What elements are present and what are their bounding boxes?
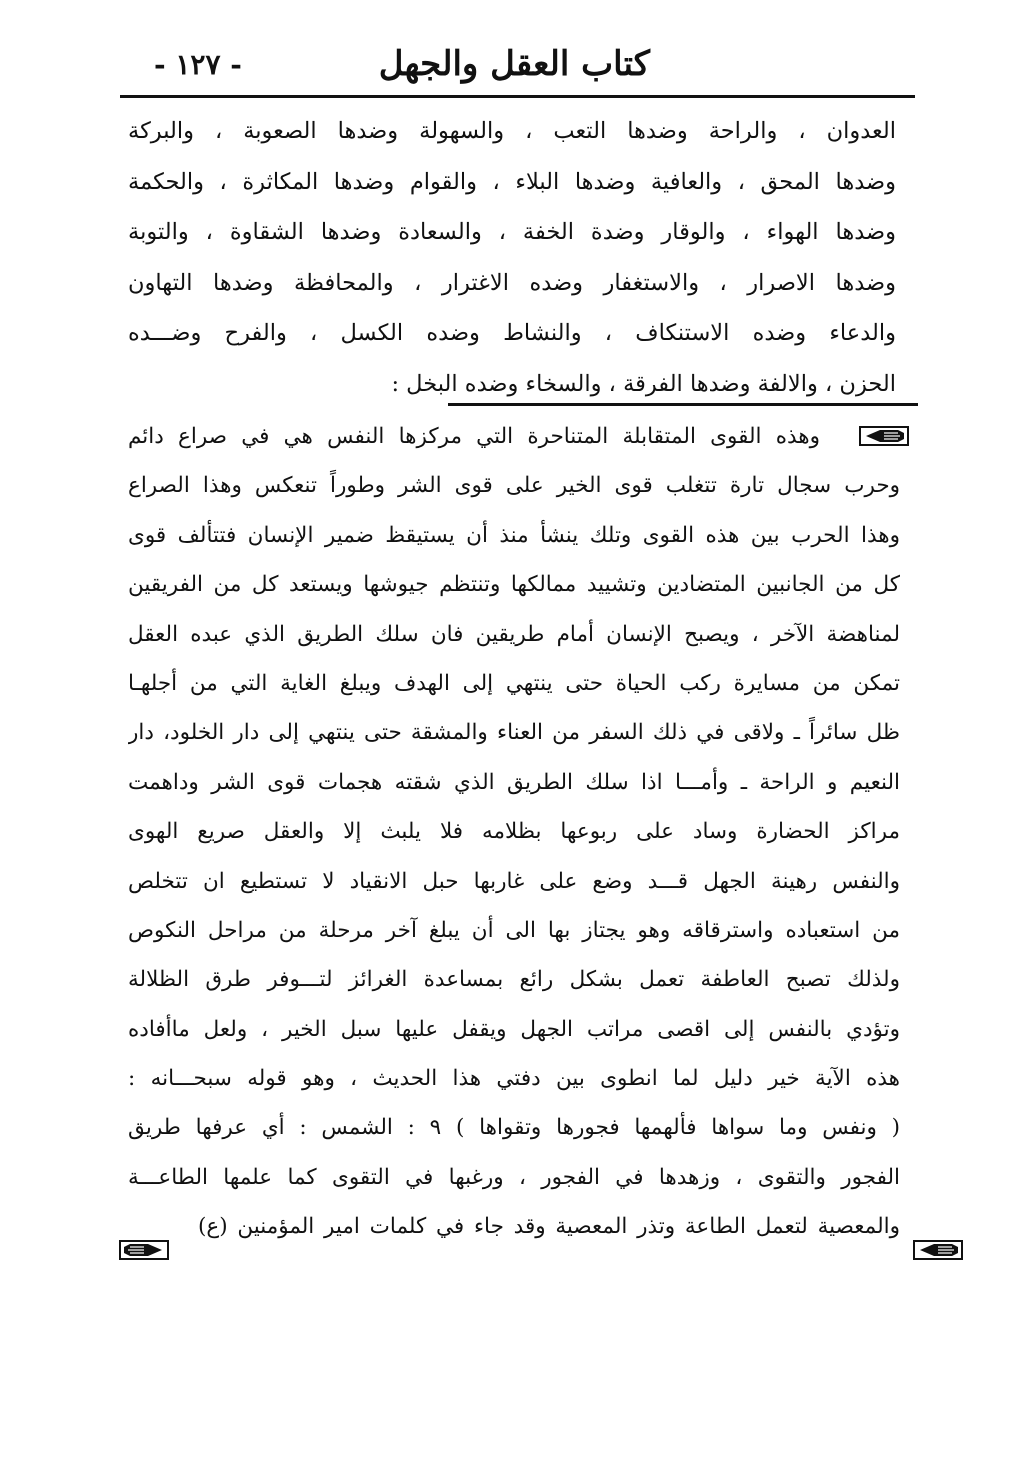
header-rule: [120, 95, 915, 98]
pointing-hand-icon: [118, 1238, 170, 1262]
opposites-text-line: والدعاء وضده الاستنكاف ، والنشاط وضده الكسل ، والفرح وضـــده: [128, 320, 896, 346]
opposites-text-line: الحزن ، والالفة وضدها الفرقة ، والسخاء وضده البخل :: [391, 370, 896, 397]
opposites-text-line: وضدها الاصرار ، والاستغفار وضده الاغترار ، والمحافظة وضدها التهاون: [128, 269, 896, 296]
commentary-text-line: وهذا الحرب بين هذه القوى وتلك ينشأ منذ أن يستيقظ ضمير الإنسان فتتألف قوى: [128, 522, 900, 548]
commentary-text-line: ( ونفس وما سواها فألهمها فجورها وتقواها ) ٩ : الشمس : أي عرفها طريق: [128, 1115, 900, 1141]
commentary-text-line: وهذه القوى المتقابلة المتناحرة التي مركزها النفس هي في صراع دائم: [128, 424, 820, 449]
commentary-text-line: النعيم و الراحة ـ وأمـــا اذا سلك الطريق الذي شقته هجمات قوى الشر وداهمت: [128, 769, 900, 795]
commentary-text-line: ولذلك تصبح العاطفة تعمل بشكل رائع بمساعدة الغرائز لتـــوفر طرق الظلالة: [128, 967, 900, 993]
commentary-text-line: والمعصية لتعمل الطاعة وتذر المعصية وقد جاء في كلمات امير المؤمنين (ع): [198, 1214, 900, 1240]
commentary-text-line: وتؤدي بالنفس إلى اقصى مراتب الجهل ويقفل عليها سبل الخير ، ولعل ماأفاده: [128, 1016, 900, 1042]
section-divider: [448, 403, 918, 406]
opposites-list-paragraph: [128, 106, 896, 409]
book-title: كتاب العقل والجهل: [378, 44, 650, 84]
opposites-text-line: وضدها المحق ، والعافية وضدها البلاء ، والقوام وضدها المكاثرة ، والحكمة: [128, 168, 896, 195]
commentary-text-line: وحرب سجال تارة تتغلب قوى الخير على قوى الشر وطوراً تنعكس وهذا الصراع: [128, 473, 900, 499]
commentary-text-line: والنفس رهينة الجهل قـــد وضع على غاربها حبل الانقياد لا تستطيع ان تتخلص: [128, 868, 900, 894]
opposites-text-line: العدوان ، والراحة وضدها التعب ، والسهولة وضدها الصعوبة ، والبركة: [128, 118, 896, 144]
commentary-text-line: تمكن من مسايرة ركب الحياة حتى ينتهي إلى الهدف ويبلغ الغاية التي من أجلهـا: [128, 670, 900, 696]
pointing-hand-icon: [912, 1238, 964, 1262]
commentary-text-line: من استعباده واسترقاقه وهو يجتاز بها الى أن يبلغ آخر مرحلة من مراحل النكوص: [128, 917, 900, 943]
commentary-text-line: لمناهضة الآخر ، ويصبح الإنسان أمام طريقين فان سلك الطريق الذي عبده العقل: [128, 621, 900, 647]
commentary-text-line: الفجور والتقوى ، وزهدها في الفجور ، ورغبها في التقوى كما علمها الطاعـــة: [128, 1164, 900, 1190]
opposites-text-line: وضدها الهواء ، والوقار وضدة الخفة ، والسعادة وضدها الشقاوة ، والتوبة: [128, 219, 896, 245]
commentary-text-line: مراكز الحضارة وساد على ربوعها بظلامه فلا يلبث إلا والعقل صريع الهوى: [128, 819, 900, 845]
commentary-text-line: هذه الآية خير دليل لما انطوى بين دفتي هذا الحديث ، وهو قوله سبحـــانه :: [128, 1066, 900, 1092]
page-header: [140, 38, 910, 90]
commentary-text-line: كل من الجانبين المتضادين وتشييد ممالكها وتنتظم جيوشها ويستعد كل من الفريقين: [128, 572, 900, 598]
page-number: - ١٢٧ -: [154, 48, 242, 81]
commentary-paragraph: [128, 412, 900, 1252]
commentary-text-line: ظل سائراً ـ ولاقى في ذلك السفر من العناء والمشقة حتى ينتهي إلى دار الخلود، دار: [128, 720, 900, 746]
